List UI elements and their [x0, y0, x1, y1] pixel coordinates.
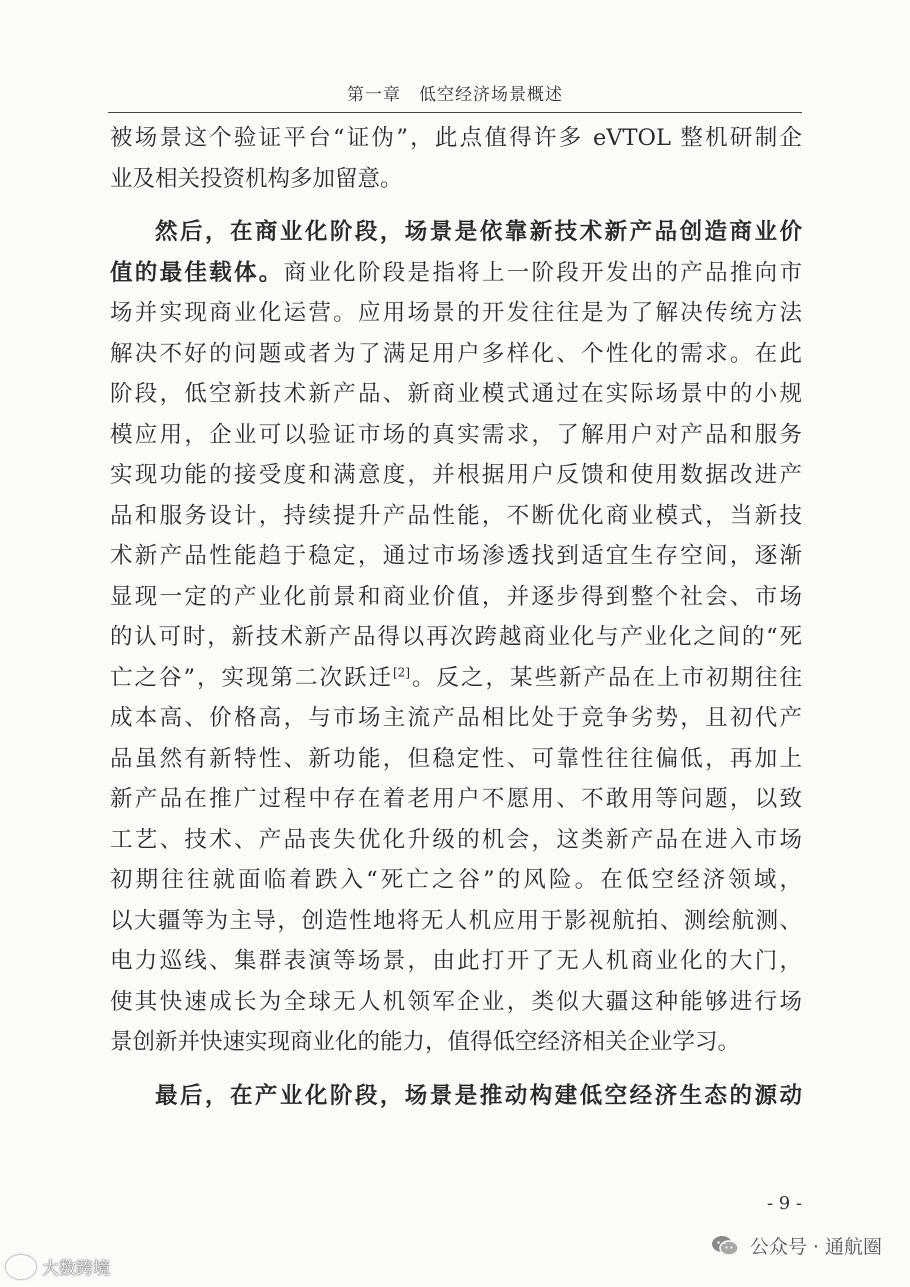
- watermark-right-text: 公众号 · 通航圈: [749, 1236, 882, 1258]
- text-line: 以大疆等为主导，创造性地将无人机应用于影视航拍、测绘航测、: [110, 907, 802, 934]
- text-span: 商业化阶段是指将上一阶段开发出的产品推向市: [283, 259, 802, 286]
- text-line: 使其快速成长为全球无人机领军企业，类似大疆这种能够进行场: [110, 988, 802, 1015]
- text-line: 的认可时，新技术新产品得以再次跨越商业化与产业化之间的“死: [110, 624, 802, 650]
- brand-logo-icon: [6, 1255, 36, 1279]
- watermark-left: [6, 1254, 110, 1279]
- text-line: 新产品在推广过程中存在着老用户不愿用、不敢用等问题，以致: [110, 786, 802, 812]
- page-number: - 9 -: [766, 1193, 802, 1214]
- text-line: 场并实现商业化运营。应用场景的开发往往是为了解决传统方法: [110, 300, 802, 326]
- text-line: 景创新并快速实现商业化的能力，值得低空经济相关企业学习。: [110, 1029, 741, 1055]
- text-span: 。反之，某些新产品在上市初期往往: [410, 664, 802, 691]
- text-line: 被场景这个验证平台“证伪”，此点值得许多 eVTOL 整机研制企: [110, 125, 802, 151]
- text-line: 模应用，企业可以验证市场的真实需求，了解用户对产品和服务: [110, 421, 802, 448]
- watermark-right: [710, 1232, 882, 1259]
- text-span: 亡之谷”，实现第二次跃迁: [110, 664, 393, 691]
- text-line: 显现一定的产业化前景和商业价值，并逐步得到整个社会、市场: [110, 583, 802, 610]
- text-line: 品和服务设计，持续提升产品性能，不断优化商业模式，当新技: [110, 502, 802, 529]
- text-line: 业及相关投资机构多加留意。: [110, 165, 403, 192]
- text-line-bold: 最后，在产业化阶段，场景是推动构建低空经济生态的源动: [155, 1082, 802, 1109]
- text-line: 实现功能的接受度和满意度，并根据用户反馈和使用数据改进产: [110, 462, 802, 488]
- text-line: 初期往往就面临着跌入“死亡之谷”的风险。在低空经济领域，: [110, 867, 802, 893]
- text-line-bold: 然后，在商业化阶段，场景是依靠新技术新产品创造商业价: [155, 219, 802, 245]
- text-line: 解决不好的问题或者为了满足用户多样化、个性化的需求。在此: [110, 340, 802, 367]
- text-line: 品虽然有新特性、新功能，但稳定性、可靠性往往偏低，再加上: [110, 745, 802, 772]
- text-line: 成本高、价格高，与市场主流产品相比处于竞争劣势，且初代产: [110, 705, 802, 731]
- watermark-left-text: 大数跨境: [42, 1259, 110, 1279]
- running-header: 第一章 低空经济场景概述: [347, 85, 563, 105]
- bold-phrase: 值的最佳载体。: [110, 259, 284, 286]
- wechat-icon: [710, 1234, 740, 1258]
- text-line: 术新产品性能趋于稳定，通过市场渗透找到适宜生存空间，逐渐: [110, 543, 802, 569]
- text-line: 工艺、技术、产品丧失优化升级的机会，这类新产品在进入市场: [110, 826, 802, 853]
- text-line-with-citation: [110, 658, 802, 699]
- text-line: 电力巡线、集群表演等场景，由此打开了无人机商业化的大门，: [110, 948, 802, 974]
- body-text: [110, 118, 802, 1116]
- header-rule: [108, 112, 802, 113]
- text-line: 阶段，低空新技术新产品、新商业模式通过在实际场景中的小规: [110, 381, 802, 407]
- citation-ref: [2]: [393, 665, 410, 679]
- text-line-mixed: [110, 253, 802, 294]
